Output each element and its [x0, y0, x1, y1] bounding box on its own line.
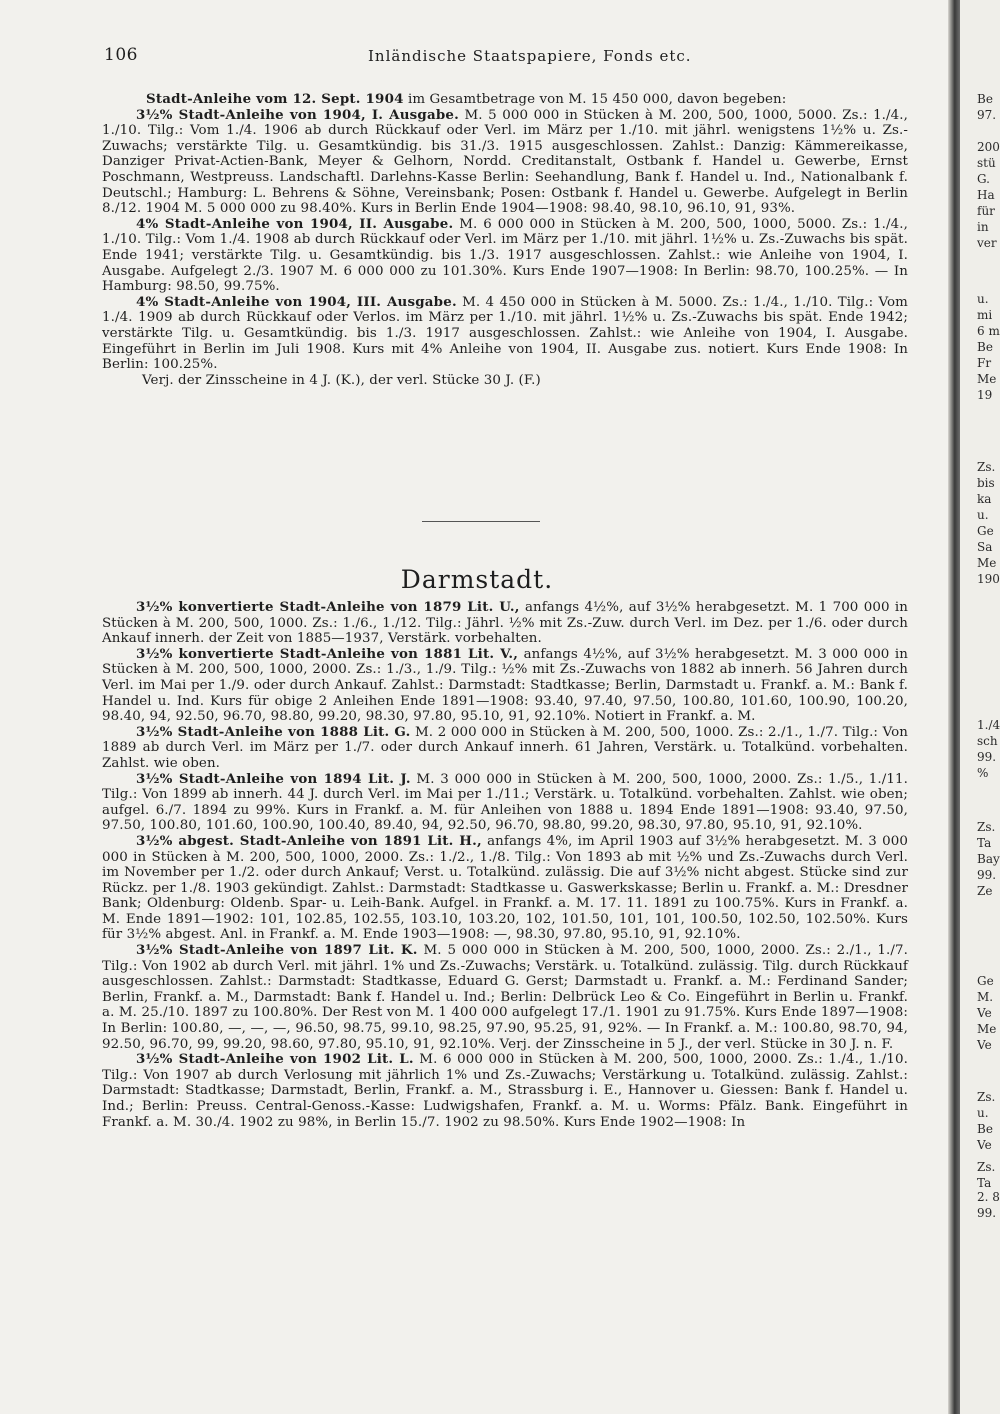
book-gutter — [948, 0, 960, 1414]
entry-title: Stadt-Anleihe vom 12. Sept. 1904 — [146, 91, 404, 107]
entry-title: 4% Stadt-Anleihe von 1904, II. Ausgabe. — [136, 215, 454, 232]
entry-body: Verj. der Zinsscheine in 4 J. (K.), der verl. Stücke 30 J. (F.) — [142, 372, 541, 388]
section-divider — [422, 521, 540, 522]
next-page-fragment: 19 — [977, 388, 993, 402]
adjacent-page-edge — [960, 0, 1000, 1414]
entry-body: M. 6 000 000 in Stücken à M. 200, 500, 1000, 5000. Zs.: 1./4., 1./10. Tilg.: Vom 1./4. 1908 ab durch Rückkauf oder Verl. im März per 1./10. mit jährl. 1½% u. Zs.-Zuwachs bis spät. Ende 1941; verstärkte Tilg. u. Gesamtkündig. bis 1./3. 1917 ausgeschlossen. Zahlst.: wie Anleihe von 1904, I. Ausgabe. Aufgelegt 2./3. 1907 M. 6 000 000 zu 101.30%. Kurs Ende 1907—1908: In Berlin: 98.70, 100.25%. — In Hamburg: 98.50, 99.75%. — [102, 216, 908, 295]
next-page-fragment: 2. 8 — [977, 1190, 1000, 1204]
next-page-fragment: Be — [977, 1122, 993, 1136]
entry-title: 4% Stadt-Anleihe von 1904, III. Ausgabe. — [136, 293, 457, 310]
next-page-fragment: Ta — [977, 836, 992, 850]
entry-body: anfangs 4½%, auf 3½% herabgesetzt. M. 3 000 000 in Stücken à M. 200, 500, 1000, 2000. Zs.: 1./3., 1./9. Tilg.: ½% mit Zs.-Zuwachs von 1882 ab innerh. 56 Jahren durch Verl. im Mai per 1./9. oder durch Ankauf. Zahlst.: Darmstadt: Stadtkasse; Berlin, Darmstadt u. Frankf. a. M.: Bank f. Handel u. Ind. Kurs für obige 2 Anleihen Ende 1891—1908: 93.40, 97.40, 97.50, 100.80, 101.60, 100.90, 100.20, 98.40, 94, 92.50, 96.70, 98.80, 99.20, 98.30, 97.80, 95.10, 91, 92.10%. Notiert in Frankf. a. M. — [102, 646, 908, 725]
next-page-fragment: 99. — [977, 868, 997, 882]
entry-paragraph — [102, 772, 908, 834]
next-page-fragment: 1./4 — [977, 718, 1000, 732]
entry-body: anfangs 4%, im April 1903 auf 3½% herabgesetzt. M. 3 000 000 in Stücken à M. 200, 500, 1000, 2000. Zs.: 1./2., 1./8. Tilg.: Von 1893 ab mit ½% und Zs.-Zuwachs durch Verl. im November per 1./2. oder durch Ankauf; Verst. u. Totalkünd. zulässig. Die auf 3½% nicht abgest. Stücke sind zur Rückz. per 1./8. 1903 gekündigt. Zahlst.: Darmstadt: Stadtkasse u. Gaswerkskasse; Berlin u. Frankf. a. M.: Dresdner Bank; Oldenburg: Oldenb. Spar- u. Leih-Bank. Aufgel. in Frankf. a. M. 17. 11. 1891 zu 100.75%. Kurs in Frankf. a. M. Ende 1891—1902: 101, 102.85, 102.55, 103.10, 103.20, 102, 101.50, 101, 101, 100.50, 102.50, 102.50%. Kurs für 3½% abgest. Anl. in Frankf. a. M. Ende 1903—1908: —, 98.30, 97.80, 95.10, 91, 92.10%. — [102, 833, 909, 943]
next-page-fragment: Ve — [977, 1138, 992, 1152]
next-page-fragment: Ve — [977, 1006, 992, 1020]
entry-paragraph — [102, 600, 908, 647]
entry-body: anfangs 4½%, auf 3½% herabgesetzt. M. 1 700 000 in Stücken à M. 200, 500, 1000. Zs.: 1./6., 1./12. Tilg.: Jährl. ½% mit Zs.-Zuw. durch Verl. im Dez. per 1./6. oder durch Ankauf innerh. der Zeit von 1885—1937, Verstärk. vorbehalten. — [102, 600, 908, 647]
next-page-fragment: Me — [977, 556, 997, 570]
next-page-fragment: für — [977, 204, 995, 218]
next-page-fragment: M. — [977, 990, 994, 1004]
entry-body: M. 6 000 000 in Stücken à M. 200, 500, 1000, 2000. Zs.: 1./4., 1./10. Tilg.: Von 1907 ab durch Verlosung mit jährlich 1% und Zs.-Zuwachs; Verstärkung u. Totalkünd. zulässig. Zahlst.: Darmstadt: Stadtkasse; Darmstadt, Berlin, Frankf. a. M., Strassburg i. E., Hannover u. Giessen: Bank f. Handel u. Ind.; Berlin: Preuss. Central-Genoss.-Kasse: Ludwigshafen, Frankf. a. M. u. Worms: Pfälz. Bank. Eingeführt in Frankf. a. M. 30./4. 1902 zu 98%, in Berlin 15./7. 1902 zu 98.50%. Kurs Ende 1902—1908: In — [102, 1052, 908, 1130]
darmstadt-section — [102, 600, 908, 1130]
entry-title: 3½% Stadt-Anleihe von 1904, I. Ausgabe. — [136, 106, 459, 123]
next-page-fragment: stü — [977, 156, 996, 170]
stadt-anleihe-section — [102, 92, 908, 388]
next-page-fragment: 99. — [977, 1206, 997, 1220]
section-title-text: Darmstadt. — [400, 565, 554, 594]
entry-paragraph — [102, 834, 908, 943]
entry-title: 3½% konvertierte Stadt-Anleihe von 1881 Lit. V., — [136, 645, 519, 662]
next-page-fragment: u. — [977, 508, 989, 522]
next-page-fragment: ver — [977, 236, 997, 250]
next-page-fragment: Zs. — [977, 1090, 996, 1104]
entry-paragraph — [102, 725, 908, 772]
next-page-fragment: in — [977, 220, 989, 234]
entry-paragraph — [102, 295, 908, 373]
next-page-fragment: Ge — [977, 974, 994, 988]
entry-body: M. 5 000 000 in Stücken à M. 200, 500, 1000, 5000. Zs.: 1./4., 1./10. Tilg.: Vom 1./4. 1906 ab durch Rückkauf oder Verl. im März per 1./10. mit jährl. wenigstens 1½% u. Zs.-Zuwachs; verstärkte Tilg. u. Gesamtkündig. bis 31./3. 1915 ausgeschlossen. Zahlst.: Danzig: Kämmereikasse, Danziger Privat-Actien-Bank, Meyer & Gelhorn, Nordd. Creditanstalt, Ostbank f. Handel u. Gewerbe, Ernst Poschmann, Westpreuss. Landschaftl. Darlehns-Kasse Berlin: Seehandlung, Bank f. Handel u. Ind., Nationalbank f. Deutschl.; Hamburg: L. Behrens & Söhne, Vereinsbank; Posen: Ostbank f. Handel u. Gewerbe. Aufgelegt in Berlin 8./12. 1904 M. 5 000 000 zu 98.40%. Kurs in Berlin Ende 1904—1908: 98.40, 98.10, 96.10, 91, 93%. — [102, 107, 908, 217]
next-page-fragment: Me — [977, 372, 997, 386]
next-page-fragment: Ta — [977, 1176, 992, 1190]
next-page-fragment: bis — [977, 476, 995, 490]
entry-paragraph — [102, 92, 908, 108]
next-page-fragment: Zs. — [977, 1160, 996, 1174]
next-page-fragment: 99. — [977, 750, 997, 764]
next-page-fragment: Ge — [977, 524, 994, 538]
next-page-fragment: Ha — [977, 188, 995, 202]
running-head: Inländische Staatspapiere, Fonds etc. — [368, 47, 692, 65]
next-page-fragment: 190 — [977, 572, 1000, 586]
entry-paragraph — [102, 108, 908, 217]
next-page-fragment: u. — [977, 1106, 989, 1120]
page-number: 106 — [104, 45, 138, 65]
entry-body: M. 2 000 000 in Stücken à M. 200, 500, 1000. Zs.: 2./1., 1./7. Tilg.: Von 1889 ab durch Verl. im März per 1./7. oder durch Ankauf innerh. 61 Jahren, Verstärk. u. Totalkünd. vorbehalten. Zahlst. wie oben. — [102, 724, 909, 771]
page-header — [104, 45, 904, 69]
entry-paragraph — [102, 943, 908, 1052]
next-page-fragment: Zs. — [977, 820, 996, 834]
next-page-fragment: u. — [977, 292, 989, 306]
next-page-fragment: 200 — [977, 140, 1000, 154]
entry-paragraph — [102, 1052, 908, 1130]
next-page-fragment: Sa — [977, 540, 993, 554]
next-page-fragment: Be — [977, 340, 993, 354]
next-page-fragment: Ze — [977, 884, 993, 898]
next-page-fragment: 97. — [977, 108, 997, 122]
entry-title: 3½% Stadt-Anleihe von 1888 Lit. G. — [136, 723, 411, 740]
next-page-fragment: G. — [977, 172, 990, 186]
entry-body: M. 3 000 000 in Stücken à M. 200, 500, 1000, 2000. Zs.: 1./5., 1./11. Tilg.: Von 1899 ab innerh. 44 J. durch Verl. im Mai per 1./11.; Verstärk. u. Totalkünd. vorbehalten. Zahlst. wie oben; aufgel. 6./7. 1894 zu 99%. Kurs in Frankf. a. M. für Anleihen von 1888 u. 1894 Ende 1891—1908: 93.40, 97.50, 97.50, 100.80, 101.60, 100.90, 100.40, 89.40, 94, 92.50, 96.70, 98.80, 99.20, 98.30, 97.80, 95.10, 91, 92.10%. — [102, 771, 908, 834]
next-page-fragment: ka — [977, 492, 992, 506]
entry-title: 3½% Stadt-Anleihe von 1897 Lit. K. — [136, 942, 418, 959]
section-title — [0, 565, 955, 594]
entry-body: im Gesamtbetrage von M. 15 450 000, davon begeben: — [403, 92, 787, 107]
entry-title: 3½% Stadt-Anleihe von 1902 Lit. L. — [136, 1051, 414, 1068]
next-page-fragment: Be — [977, 92, 993, 106]
entry-body: M. 4 450 000 in Stücken à M. 5000. Zs.: 1./4., 1./10. Tilg.: Vom 1./4. 1909 ab durch Rückkauf oder Verlos. im März per 1./10. mit jährl. 1½% u. Zs.-Zuwachs bis spät. Ende 1942; verstärkte Tilg. u. Gesamtkündig. bis 1./3. 1917 ausgeschlossen. Zahlst.: wie Anleihe von 1904, I. Ausgabe. Eingeführt in Berlin im Juli 1908. Kurs mit 4% Anleihe von 1904, II. Ausgabe zus. notiert. Kurs Ende 1908: In Berlin: 100.25%. — [102, 294, 908, 373]
next-page-fragment: % — [977, 766, 989, 780]
entry-body: M. 5 000 000 in Stücken à M. 200, 500, 1000, 2000. Zs.: 2./1., 1./7. Tilg.: Von 1902 ab durch Verl. mit jährl. 1% und Zs.-Zuwachs; Verstärk. u. Totalkünd. zulässig. Tilg. durch Rückkauf ausgeschlossen. Zahlst.: Darmstadt: Stadtkasse, Eduard G. Gerst; Darmstadt u. Frankf. a. M.: Ferdinand Sander; Berlin, Frankf. a. M., Darmstadt: Bank f. Handel u. Ind.; Berlin: Delbrück Leo & Co. Eingeführt in Berlin u. Frankf. a. M. 25./10. 1897 zu 100.80%. Der Rest von M. 1 400 000 aufgelegt 17./1. 1901 zu 91.75%. Kurs Ende 1897—1908: In Berlin: 100.80, —, —, —, 96.50, 98.75, 99.10, 98.25, 97.90, 95.25, 91, 92%. — In Frankf. a. M.: 100.80, 98.70, 94, 92.50, 96.70, 99, 99.20, 98.60, 97.80, 95.10, 91, 92.10%. Verj. der Zinsscheine in 5 J., der verl. Stücke in 30 J. n. F. — [102, 943, 908, 1052]
verjaehrung-note — [102, 373, 908, 389]
next-page-fragment: Bay — [977, 852, 1000, 866]
next-page-fragment: Zs. — [977, 460, 996, 474]
entry-title: 3½% konvertierte Stadt-Anleihe von 1879 Lit. U., — [136, 599, 520, 615]
entry-paragraph — [102, 647, 908, 725]
next-page-fragment: 6 m — [977, 324, 1000, 338]
entry-title: 3½% abgest. Stadt-Anleihe von 1891 Lit. H., — [136, 832, 482, 849]
next-page-fragment: mi — [977, 308, 993, 322]
next-page-fragment: sch — [977, 734, 998, 748]
entry-paragraph — [102, 217, 908, 295]
next-page-fragment: Me — [977, 1022, 997, 1036]
next-page-fragment: Fr — [977, 356, 992, 370]
entry-title: 3½% Stadt-Anleihe von 1894 Lit. J. — [136, 770, 411, 787]
next-page-fragment: Ve — [977, 1038, 992, 1052]
